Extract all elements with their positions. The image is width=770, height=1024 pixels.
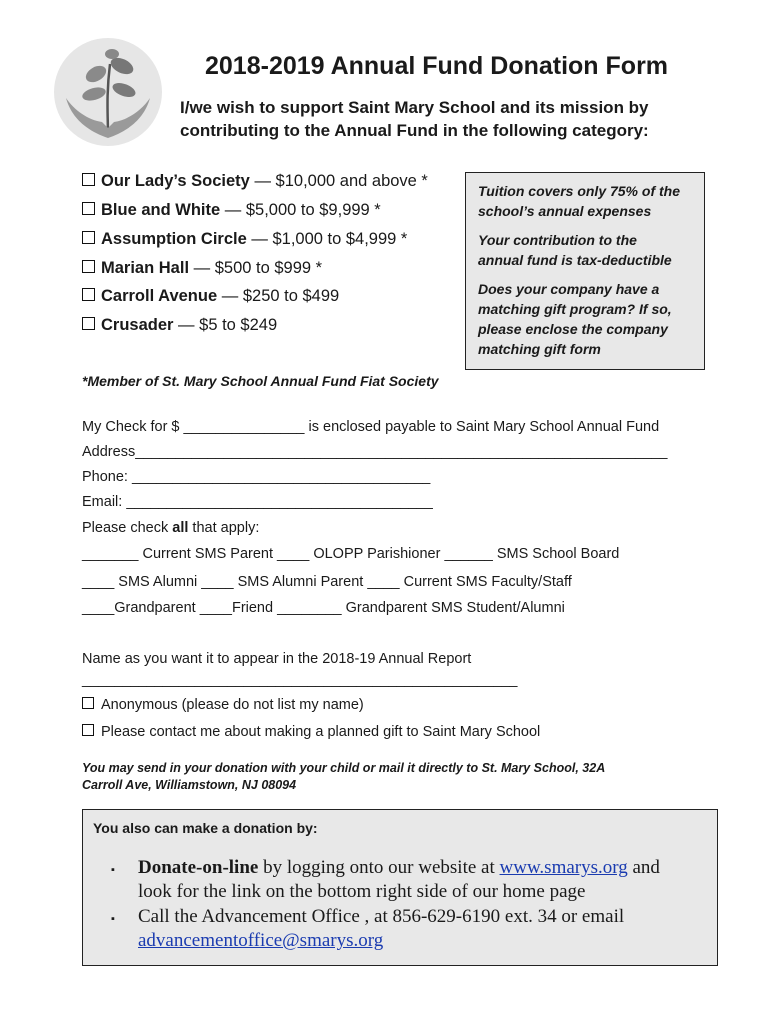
matching-gift-note: Does your company have a matching gift program? If so, please enclose the company matching gift form (478, 281, 672, 357)
info-box (465, 172, 705, 370)
donation-methods-heading: You also can make a donation by: (93, 820, 318, 836)
category-assumption-circle[interactable]: Assumption Circle — $1,000 to $4,999 * (82, 230, 407, 249)
name-field[interactable]: ______________________________________________________ (82, 672, 518, 688)
category-our-ladys-society[interactable]: Our Lady’s Society — $10,000 and above * (82, 172, 428, 191)
hands-holding-plant-icon (52, 36, 164, 148)
anonymous-option[interactable]: Anonymous (please do not list my name) (82, 697, 364, 713)
checkbox[interactable] (82, 317, 95, 330)
checkbox[interactable] (82, 697, 94, 709)
bullet-icon: ▪ (111, 864, 115, 876)
affiliation-row-2[interactable]: ____ SMS Alumni ____ SMS Alumni Parent ____ Current SMS Faculty/Staff (82, 574, 572, 590)
form-title: 2018-2019 Annual Fund Donation Form (205, 52, 669, 80)
check-amount-field[interactable]: My Check for $ _______________ is enclosed payable to Saint Mary School Annual Fund (82, 419, 660, 435)
website-link[interactable]: www.smarys.org (499, 857, 628, 878)
address-field[interactable]: Address__________________________________________________________________ (82, 444, 668, 460)
affiliation-row-1[interactable]: _______ Current SMS Parent ____ OLOPP Parishioner ______ SMS School Board (82, 546, 620, 562)
affiliation-row-3[interactable]: ____Grandparent ____Friend ________ Grandparent SMS Student/Alumni (82, 600, 565, 616)
donation-methods-box: You also can make a donation by: ▪ Donate-on-line by logging onto our website at www.smarys.org and look for the link on the bottom right side of our home page ▪ Call the Advancement Office , at 856-629-6190 ext. 34 or email advancementoffice@smarys.org (82, 809, 718, 966)
email-link[interactable]: advancementoffice@smarys.org (138, 930, 384, 951)
checkbox[interactable] (82, 260, 95, 273)
email-field[interactable]: Email: ______________________________________ (82, 494, 433, 510)
tuition-note: Tuition covers only 75% of the school’s annual expenses (478, 183, 681, 219)
fiat-society-note: *Member of St. Mary School Annual Fund Fiat Society (82, 373, 439, 389)
category-blue-and-white[interactable]: Blue and White — $5,000 to $9,999 * (82, 201, 381, 220)
checkbox[interactable] (82, 202, 95, 215)
checkbox[interactable] (82, 231, 95, 244)
checkbox[interactable] (82, 173, 95, 186)
check-all-label: Please check all that apply: (82, 520, 260, 536)
checkbox[interactable] (82, 724, 94, 736)
mailing-note: You may send in your donation with your child or mail it directly to St. Mary School, 32A Carroll Ave, Williamstown, NJ 08094 (82, 761, 606, 792)
name-label: Name as you want it to appear in the 2018-19 Annual Report (82, 651, 472, 667)
category-carroll-avenue[interactable]: Carroll Avenue — $250 to $499 (82, 287, 339, 306)
phone-field[interactable]: Phone: _____________________________________ (82, 469, 431, 485)
bullet-icon: ▪ (111, 913, 115, 925)
tax-note: Your contribution to the annual fund is tax-deductible (478, 232, 672, 268)
category-crusader[interactable]: Crusader — $5 to $249 (82, 316, 277, 335)
form-subtitle: I/we wish to support Saint Mary School and its mission by contributing to the Annual Fund in the following category: (180, 98, 649, 140)
checkbox[interactable] (82, 288, 95, 301)
planned-gift-option[interactable]: Please contact me about making a planned gift to Saint Mary School (82, 724, 540, 740)
category-marian-hall[interactable]: Marian Hall — $500 to $999 * (82, 259, 322, 278)
